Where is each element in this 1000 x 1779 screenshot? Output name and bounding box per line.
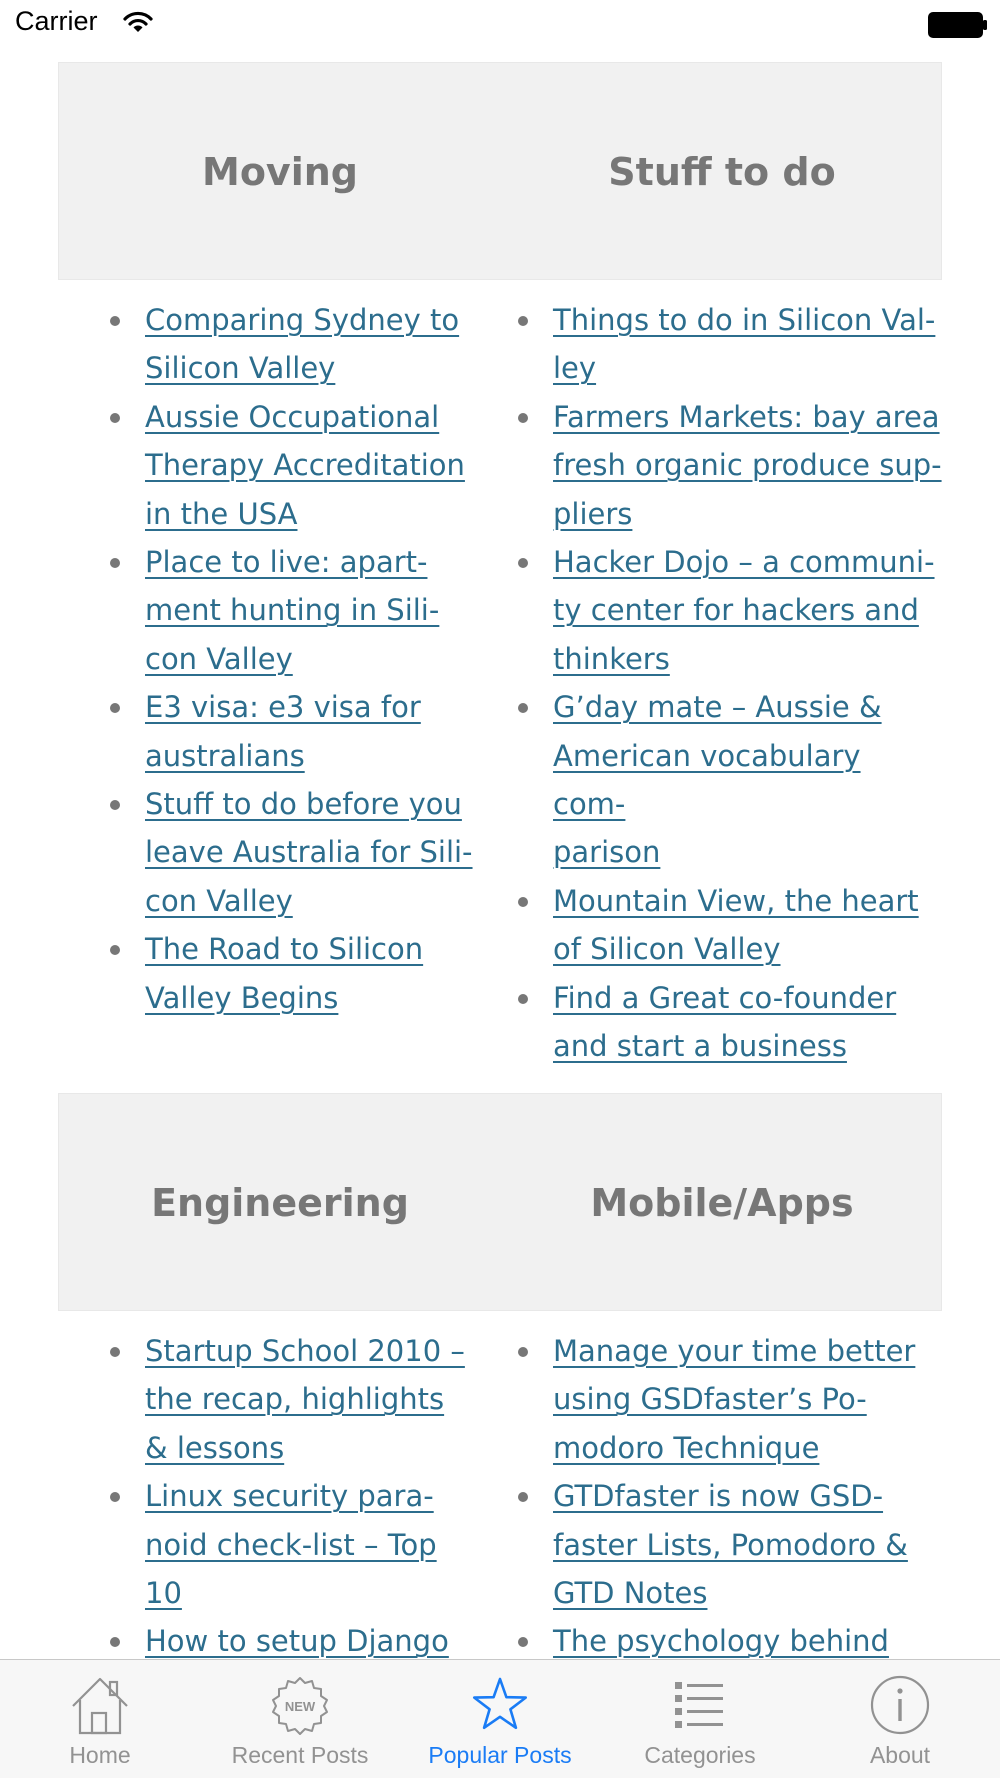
post-link[interactable]: Find a Great co-founder and start a business bbox=[553, 980, 897, 1064]
column-title-stuff-to-do: Stuff to do bbox=[608, 150, 836, 194]
list-item bbox=[145, 1327, 465, 1472]
list-item bbox=[553, 538, 942, 683]
post-link[interactable]: Aussie Occupational Therapy Accreditation in the USA bbox=[145, 399, 465, 531]
tab-bar bbox=[0, 1659, 1000, 1778]
list-item bbox=[553, 393, 942, 538]
post-link[interactable]: Linux security para- noid check-list – Top 10 bbox=[145, 1479, 437, 1611]
list-item bbox=[145, 925, 473, 1022]
tab-label: About bbox=[869, 1742, 931, 1768]
post-link[interactable]: E3 visa: e3 visa for australians bbox=[145, 690, 421, 773]
tab-label: Home bbox=[69, 1742, 131, 1768]
tab-recent-posts[interactable] bbox=[200, 1660, 400, 1779]
tab-categories[interactable] bbox=[600, 1660, 800, 1779]
list-item bbox=[145, 296, 473, 393]
tab-about[interactable] bbox=[800, 1660, 1000, 1779]
post-link[interactable]: Manage your time better using GSDfaster’s Po- modoro Technique bbox=[553, 1334, 916, 1465]
list-item bbox=[553, 683, 942, 877]
list-item bbox=[553, 877, 942, 974]
post-link[interactable]: Startup School 2010 – the recap, highlights & lessons bbox=[145, 1334, 465, 1465]
section-moving-stuff bbox=[58, 62, 942, 1064]
post-link[interactable]: Mountain View, the heart of Silicon Valley bbox=[553, 883, 919, 967]
new-badge-icon bbox=[268, 1674, 332, 1736]
column-title-mobile-apps: Mobile/Apps bbox=[590, 1181, 854, 1225]
battery-icon bbox=[928, 12, 988, 38]
section-engineering-mobile bbox=[58, 1093, 942, 1659]
list-item bbox=[145, 538, 473, 683]
tab-home[interactable] bbox=[0, 1660, 200, 1779]
wifi-icon bbox=[123, 10, 153, 34]
tab-label: Recent Posts bbox=[231, 1742, 369, 1768]
tab-label: Categories bbox=[644, 1742, 756, 1768]
star-icon bbox=[469, 1674, 531, 1736]
tab-popular-posts[interactable] bbox=[400, 1660, 600, 1779]
stuff-to-do-post-list bbox=[553, 296, 942, 1071]
post-link[interactable]: G’day mate – Aussie & American vocabulary com- parison bbox=[553, 690, 882, 870]
popular-posts-content[interactable] bbox=[0, 50, 1000, 1659]
list-item bbox=[553, 974, 942, 1071]
list-item bbox=[145, 393, 473, 538]
post-link[interactable]: The Road to Silicon Valley Begins bbox=[145, 932, 424, 1015]
engineering-post-list bbox=[145, 1327, 465, 1666]
section-header bbox=[58, 1093, 942, 1311]
list-item bbox=[145, 780, 473, 925]
list-item bbox=[145, 683, 473, 780]
list-item bbox=[145, 1472, 465, 1617]
post-link[interactable]: Farmers Markets: bay area fresh organic produce sup- pliers bbox=[553, 399, 942, 531]
tab-label: Popular Posts bbox=[428, 1742, 572, 1768]
svg-text:NEW: NEW bbox=[284, 1699, 316, 1714]
column-title-engineering: Engineering bbox=[151, 1181, 409, 1225]
post-link[interactable]: Place to live: apart- ment hunting in Sili- con Valley bbox=[145, 545, 440, 676]
list-icon bbox=[669, 1674, 731, 1736]
post-link[interactable]: Comparing Sydney to Silicon Valley bbox=[145, 303, 460, 386]
post-link[interactable]: Things to do in Silicon Val- ley bbox=[553, 303, 936, 386]
list-item bbox=[553, 1472, 942, 1617]
info-icon bbox=[869, 1674, 931, 1736]
column-title-moving: Moving bbox=[202, 150, 358, 194]
list-item bbox=[553, 1327, 942, 1472]
carrier-label: Carrier bbox=[15, 6, 98, 36]
status-bar bbox=[0, 0, 1000, 50]
post-link[interactable]: Stuff to do before you leave Australia for Sili- con Valley bbox=[145, 787, 473, 918]
house-icon bbox=[69, 1674, 131, 1736]
list-item bbox=[553, 296, 942, 393]
post-link[interactable]: How to setup Django bbox=[145, 1624, 449, 1659]
post-link[interactable]: Hacker Dojo – a communi- ty center for hackers and thinkers bbox=[553, 545, 935, 676]
section-header bbox=[58, 62, 942, 280]
moving-post-list bbox=[145, 296, 473, 1022]
mobile-apps-post-list bbox=[553, 1327, 942, 1714]
post-link[interactable]: GTDfaster is now GSD- faster Lists, Pomodoro & GTD Notes bbox=[553, 1479, 908, 1611]
post-link[interactable]: The psychology behind bbox=[553, 1624, 889, 1659]
